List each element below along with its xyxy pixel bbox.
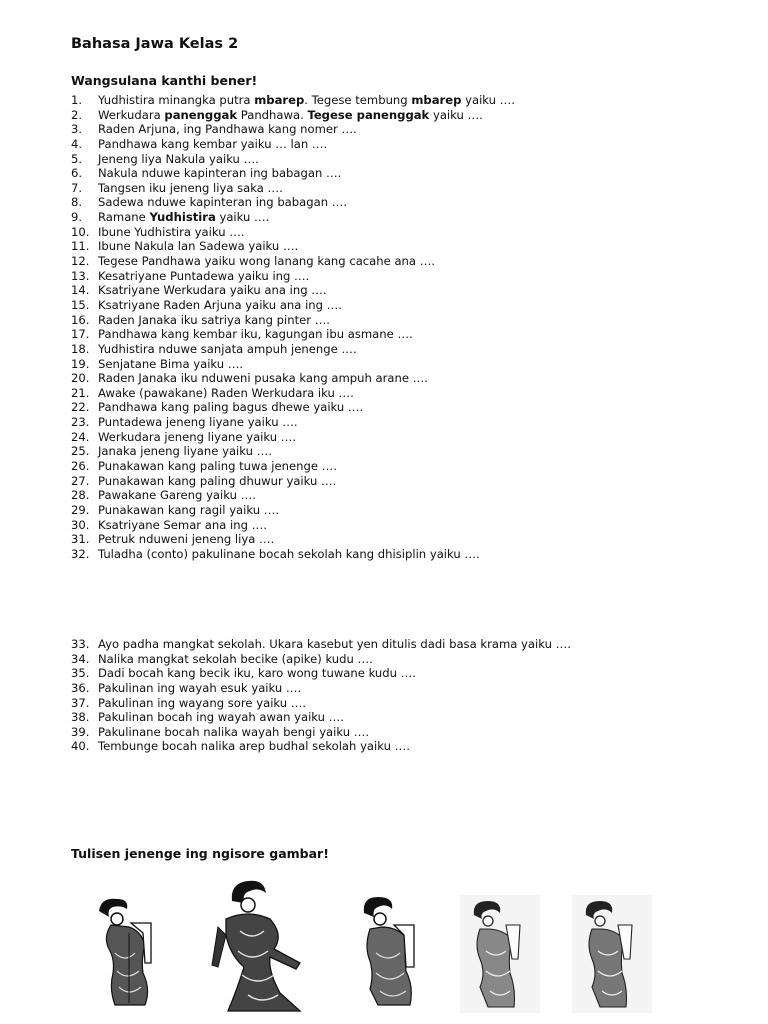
question-item [71, 357, 515, 372]
question-number: 8. [71, 195, 83, 210]
question-text: Nakula nduwe kapinteran ing babagan …. [98, 166, 342, 181]
question-number: 31. [71, 532, 90, 547]
question-number: 32. [71, 546, 90, 561]
question-item [71, 503, 515, 518]
question-item [71, 93, 515, 108]
question-number: 30. [71, 517, 90, 532]
question-number: 1. [71, 93, 83, 107]
question-text: Tangsen iku jeneng liya saka …. [98, 180, 283, 195]
question-text: Pandhawa kang kembar iku, kagungan ibu asmane …. [98, 327, 413, 342]
question-item [71, 166, 515, 181]
question-item [71, 415, 515, 430]
question-item [71, 195, 515, 210]
question-number: 3. [71, 122, 83, 137]
question-item [71, 210, 515, 225]
question-item [71, 430, 515, 445]
question-number: 2. [71, 107, 83, 122]
question-text: Pawakane Gareng yaiku …. [98, 488, 256, 503]
question-item [71, 532, 515, 547]
question-text: Pandhawa kang kembar yaiku … lan …. [98, 136, 328, 151]
question-text: Yudhistira nduwe sanjata ampuh jenenge …. [98, 341, 357, 356]
wayang-figures [80, 875, 680, 1015]
question-item [71, 152, 515, 167]
question-item [71, 518, 515, 533]
question-number: 26. [71, 459, 90, 474]
question-number: 21. [71, 385, 90, 400]
question-item [71, 666, 571, 681]
question-number: 15. [71, 297, 90, 312]
question-item [71, 327, 515, 342]
question-text: yaiku …. [429, 107, 483, 122]
question-item [71, 298, 515, 313]
question-text: Pandhawa kang paling bagus dhewe yaiku …. [98, 400, 364, 415]
question-item [71, 696, 571, 711]
question-text: Pakulinan ing wayah esuk yaiku …. [98, 680, 302, 695]
wayang-figure-1 [85, 893, 175, 1011]
question-text: Tembunge bocah nalika arep budhal sekolah yaiku …. [98, 739, 410, 754]
question-number: 36. [71, 680, 90, 695]
question-text: Pakulinane bocah nalika wayah bengi yaiku …. [98, 724, 370, 739]
question-text: Yudhistira minangka putra [98, 93, 255, 107]
question-item [71, 547, 515, 562]
question-number: 5. [71, 151, 83, 166]
question-number: 33. [71, 637, 90, 651]
wayang-figure-2 [208, 875, 318, 1015]
question-number: 11. [71, 239, 90, 254]
question-text: Ksatriyane Raden Arjuna yaiku ana ing …. [98, 297, 342, 312]
question-emphasis: mbarep [411, 93, 462, 107]
question-text: Petruk nduweni jeneng liya …. [98, 532, 275, 547]
question-item [71, 459, 515, 474]
question-number: 13. [71, 268, 90, 283]
question-number: 29. [71, 502, 90, 517]
page-title: Bahasa Jawa Kelas 2 [71, 36, 239, 52]
question-item [71, 739, 571, 754]
question-number: 28. [71, 488, 90, 503]
question-number: 34. [71, 651, 90, 666]
question-text: Pakulinan bocah ing wayah awan yaiku …. [98, 710, 344, 725]
question-text: Kesatriyane Puntadewa yaiku ing …. [98, 268, 310, 283]
question-item [71, 313, 515, 328]
question-item [71, 681, 571, 696]
question-text: Tegese Pandhawa yaiku wong lanang kang cacahe ana …. [98, 254, 435, 269]
question-text: Ibune Yudhistira yaiku …. [98, 224, 245, 239]
question-number: 22. [71, 400, 90, 415]
question-item [71, 239, 515, 254]
question-item [71, 474, 515, 489]
question-number: 19. [71, 356, 90, 371]
question-text: Pandhawa. [237, 107, 308, 122]
question-number: 27. [71, 473, 90, 488]
question-emphasis: mbarep [254, 93, 305, 107]
wayang-figure-3 [348, 891, 438, 1011]
question-text: Ayo padha mangkat sekolah. Ukara kasebut yen ditulis dadi basa krama yaiku …. [98, 637, 571, 651]
question-text: Sadewa nduwe kapinteran ing babagan …. [98, 195, 348, 210]
question-item [71, 710, 571, 725]
question-item [71, 108, 515, 123]
question-number: 37. [71, 695, 90, 710]
question-text: yaiku …. [215, 210, 270, 225]
question-text: Jeneng liya Nakula yaiku …. [98, 151, 259, 166]
question-text: yaiku …. [461, 93, 515, 107]
question-list [71, 93, 515, 562]
question-item [71, 122, 515, 137]
question-text: Punakawan kang paling dhuwur yaiku …. [98, 473, 337, 488]
question-number: 9. [71, 210, 83, 225]
question-item [71, 137, 515, 152]
question-item [71, 488, 515, 503]
question-number: 39. [71, 724, 90, 739]
question-text: Raden Janaka iku satriya kang pinter …. [98, 312, 330, 327]
question-text: Janaka jeneng liyane yaiku …. [98, 444, 272, 459]
question-number: 14. [71, 283, 90, 298]
question-text: Raden Janaka iku nduweni pusaka kang ampuh arane …. [98, 371, 428, 386]
question-item [71, 386, 515, 401]
question-item [71, 225, 515, 240]
question-text: Puntadewa jeneng liyane yaiku …. [98, 415, 298, 430]
question-text: Ksatriyane Semar ana ing …. [98, 517, 267, 532]
wayang-figure-4 [456, 895, 546, 1013]
question-item [71, 637, 571, 652]
question-number: 23. [71, 415, 90, 430]
question-item [71, 283, 515, 298]
question-number: 6. [71, 166, 83, 181]
question-item [71, 181, 515, 196]
picture-instruction-heading: Tulisen jenenge ing ngisore gambar! [71, 846, 329, 861]
question-number: 12. [71, 254, 90, 269]
question-emphasis: panenggak [164, 107, 238, 122]
question-text: Dadi bocah kang becik iku, karo wong tuwane kudu …. [98, 666, 416, 681]
question-text: Tuladha (conto) pakulinane bocah sekolah kang dhisiplin yaiku …. [98, 546, 480, 561]
question-number: 24. [71, 429, 90, 444]
question-emphasis: Yudhistira [149, 210, 216, 225]
question-number: 35. [71, 666, 90, 681]
question-text: Ksatriyane Werkudara yaiku ana ing …. [98, 283, 327, 298]
question-item [71, 444, 515, 459]
question-text: Werkudara jeneng liyane yaiku …. [98, 429, 297, 444]
question-number: 40. [71, 739, 90, 754]
question-text: Punakawan kang ragil yaiku …. [98, 502, 280, 517]
question-number: 20. [71, 371, 90, 386]
question-item [71, 342, 515, 357]
question-text: Werkudara [98, 107, 165, 122]
question-emphasis: Tegese panenggak [307, 107, 430, 122]
question-number: 16. [71, 312, 90, 327]
question-text: Raden Arjuna, ing Pandhawa kang nomer …. [98, 122, 357, 137]
question-item [71, 652, 571, 667]
question-text: Senjatane Bima yaiku …. [98, 356, 244, 371]
question-item [71, 725, 571, 740]
question-text: Ibune Nakula lan Sadewa yaiku …. [98, 239, 299, 254]
question-number: 17. [71, 327, 90, 342]
wayang-figure-5 [568, 895, 658, 1013]
question-item [71, 269, 515, 284]
question-text: Pakulinan ing wayang sore yaiku …. [98, 695, 307, 710]
question-number: 10. [71, 224, 90, 239]
question-text: Awake (pawakane) Raden Werkudara iku …. [98, 385, 354, 400]
question-number: 25. [71, 444, 90, 459]
question-item [71, 254, 515, 269]
question-number: 18. [71, 341, 90, 356]
question-text: Punakawan kang paling tuwa jenenge …. [98, 459, 337, 474]
question-text: Nalika mangkat sekolah becike (apike) kudu …. [98, 651, 373, 666]
question-text: . Tegese tembung [304, 93, 412, 107]
question-text: Ramane [98, 210, 150, 225]
question-list-continued [71, 637, 571, 754]
instruction-heading: Wangsulana kanthi bener! [71, 73, 258, 88]
question-number: 38. [71, 710, 90, 725]
question-number: 7. [71, 180, 83, 195]
question-number: 4. [71, 136, 83, 151]
question-item [71, 400, 515, 415]
question-item [71, 371, 515, 386]
